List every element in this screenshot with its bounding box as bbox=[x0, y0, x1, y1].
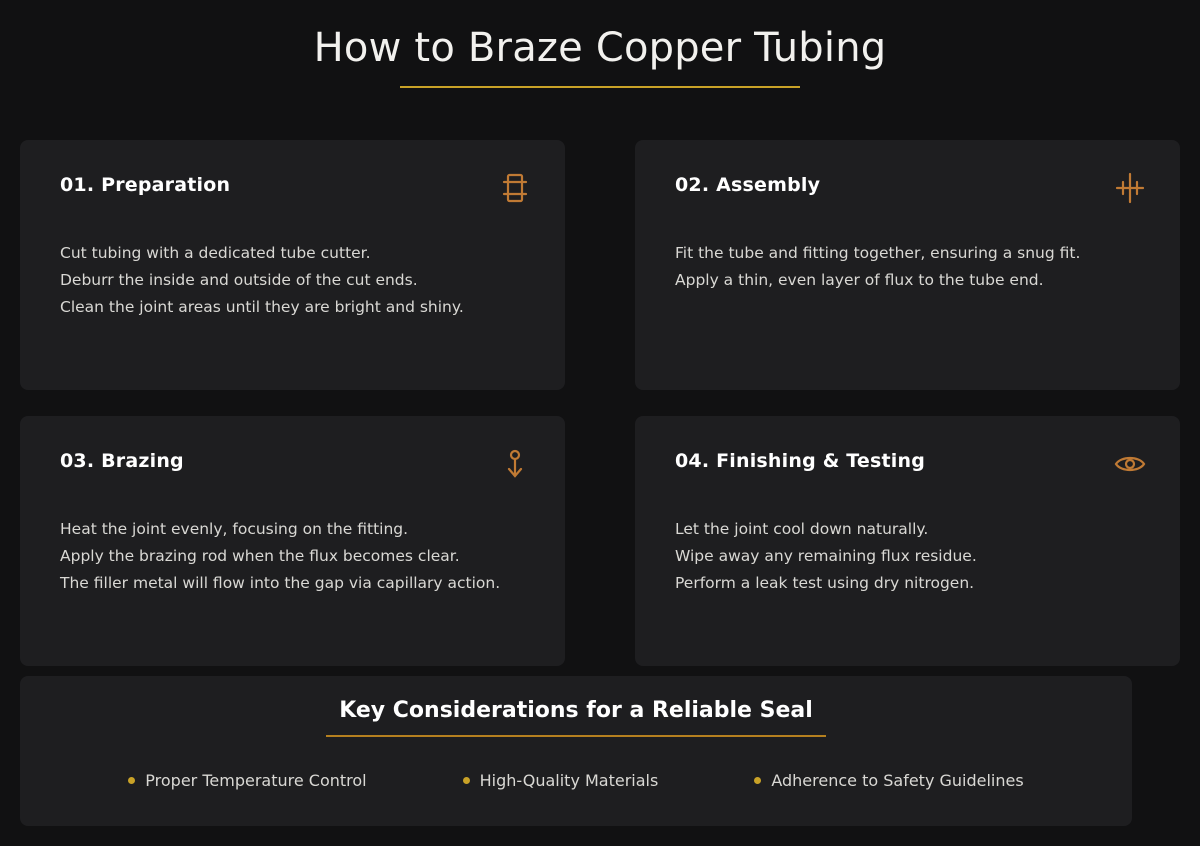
step-body bbox=[60, 240, 537, 321]
eye-inspect-icon bbox=[1108, 442, 1152, 486]
card-header bbox=[60, 166, 537, 210]
step-body bbox=[675, 516, 1152, 597]
bullet-dot-icon bbox=[463, 777, 470, 784]
step-body bbox=[675, 240, 1152, 294]
bullet-dot-icon bbox=[128, 777, 135, 784]
step-line: Fit the tube and fitting together, ensuring a snug fit. bbox=[675, 244, 1081, 262]
step-line: The filler metal will flow into the gap via capillary action. bbox=[60, 574, 501, 592]
card-header bbox=[60, 442, 537, 486]
step-line: Apply a thin, even layer of flux to the tube end. bbox=[675, 271, 1044, 289]
step-line: Wipe away any remaining flux residue. bbox=[675, 547, 977, 565]
bullet-dot-icon bbox=[754, 777, 761, 784]
consideration-label: High-Quality Materials bbox=[479, 771, 659, 790]
list-item bbox=[128, 771, 366, 790]
pipe-fitting-cross-icon bbox=[1108, 166, 1152, 210]
tube-cutter-icon bbox=[493, 166, 537, 210]
step-line: Let the joint cool down naturally. bbox=[675, 520, 929, 538]
list-item bbox=[754, 771, 1023, 790]
step-line: Clean the joint areas until they are bright and shiny. bbox=[60, 298, 464, 316]
consideration-label: Proper Temperature Control bbox=[145, 771, 367, 790]
list-item bbox=[463, 771, 659, 790]
step-card-brazing bbox=[20, 416, 565, 666]
step-title: 04. Finishing & Testing bbox=[675, 450, 926, 472]
footer-title: Key Considerations for a Reliable Seal bbox=[339, 698, 813, 723]
step-line: Cut tubing with a dedicated tube cutter. bbox=[60, 244, 371, 262]
step-line: Perform a leak test using dry nitrogen. bbox=[675, 574, 975, 592]
step-title: 02. Assembly bbox=[675, 174, 821, 196]
card-header bbox=[675, 166, 1152, 210]
footer-title-underline bbox=[326, 735, 826, 737]
step-line: Apply the brazing rod when the flux becomes clear. bbox=[60, 547, 460, 565]
card-header bbox=[675, 442, 1152, 486]
step-card-assembly bbox=[635, 140, 1180, 390]
torch-flame-down-icon bbox=[493, 442, 537, 486]
step-title: 03. Brazing bbox=[60, 450, 184, 472]
key-considerations-panel bbox=[20, 676, 1132, 826]
steps-grid bbox=[20, 140, 1180, 666]
step-title: 01. Preparation bbox=[60, 174, 231, 196]
step-card-preparation bbox=[20, 140, 565, 390]
title-underline bbox=[400, 86, 800, 88]
step-body bbox=[60, 516, 537, 597]
page-title: How to Braze Copper Tubing bbox=[313, 25, 887, 71]
page-header bbox=[0, 0, 1200, 88]
considerations-list bbox=[20, 771, 1132, 790]
step-line: Deburr the inside and outside of the cut ends. bbox=[60, 271, 418, 289]
step-card-finishing-testing bbox=[635, 416, 1180, 666]
step-line: Heat the joint evenly, focusing on the fitting. bbox=[60, 520, 409, 538]
consideration-label: Adherence to Safety Guidelines bbox=[771, 771, 1024, 790]
